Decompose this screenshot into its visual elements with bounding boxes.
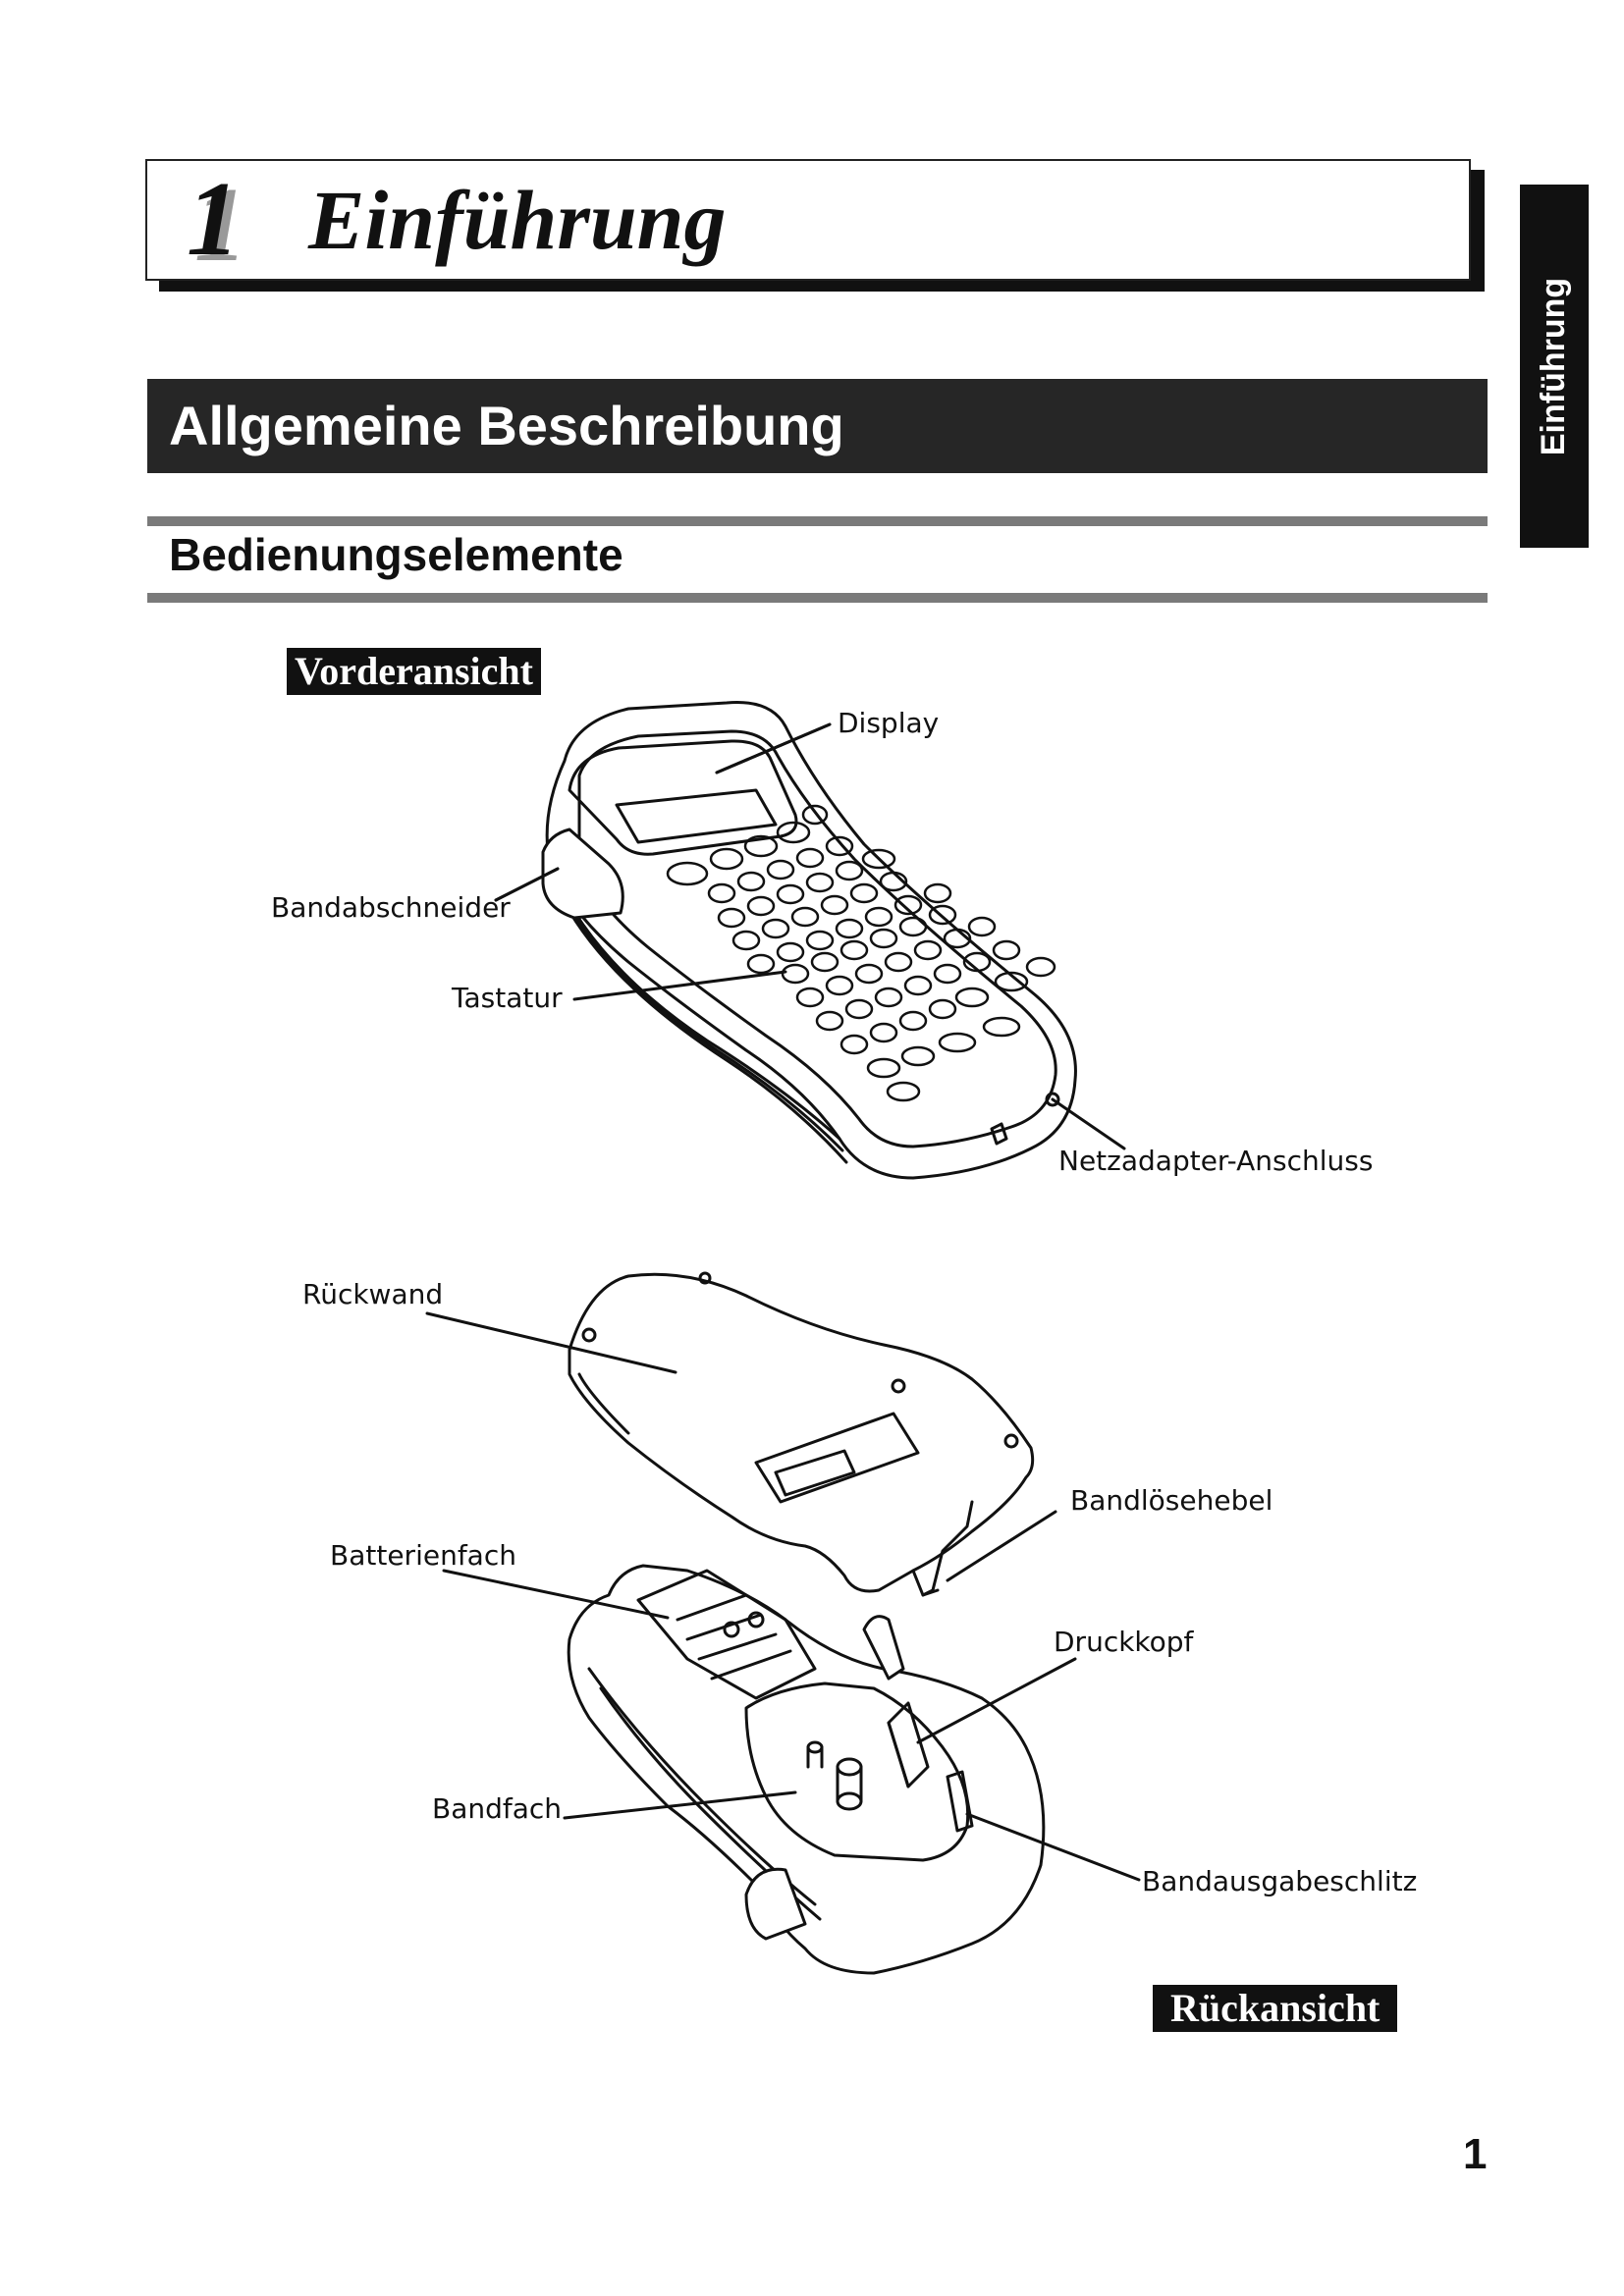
front-view-badge: Vorderansicht (287, 648, 541, 695)
rear-view-badge: Rückansicht (1153, 1985, 1397, 2032)
device-base (568, 1566, 1044, 1973)
chapter-title: Einführung (308, 173, 727, 267)
subsection-title: Bedienungselemente (169, 529, 623, 580)
side-tab-label: Einführung (1535, 277, 1573, 455)
label-cutter: Bandabschneider (271, 891, 511, 924)
label-tape-compartment: Bandfach (432, 1792, 563, 1825)
page-number: 1 (1463, 2130, 1488, 2178)
leader-adapter (1053, 1099, 1124, 1148)
label-print-head: Druckkopf (1054, 1626, 1194, 1658)
front-device (496, 703, 1075, 1179)
label-battery: Batterienfach (330, 1539, 516, 1572)
label-display: Display (838, 707, 940, 739)
label-back-cover: Rückwand (302, 1278, 444, 1310)
section-title: Allgemeine Beschreibung (169, 395, 844, 456)
label-adapter: Netzadapter-Anschluss (1058, 1145, 1374, 1177)
label-keyboard: Tastatur (452, 982, 563, 1014)
back-cover (569, 1273, 1033, 1595)
label-release-lever: Bandlösehebel (1070, 1484, 1273, 1517)
chapter-number: 1 (187, 161, 240, 278)
label-tape-exit: Bandausgabeschlitz (1142, 1865, 1418, 1897)
